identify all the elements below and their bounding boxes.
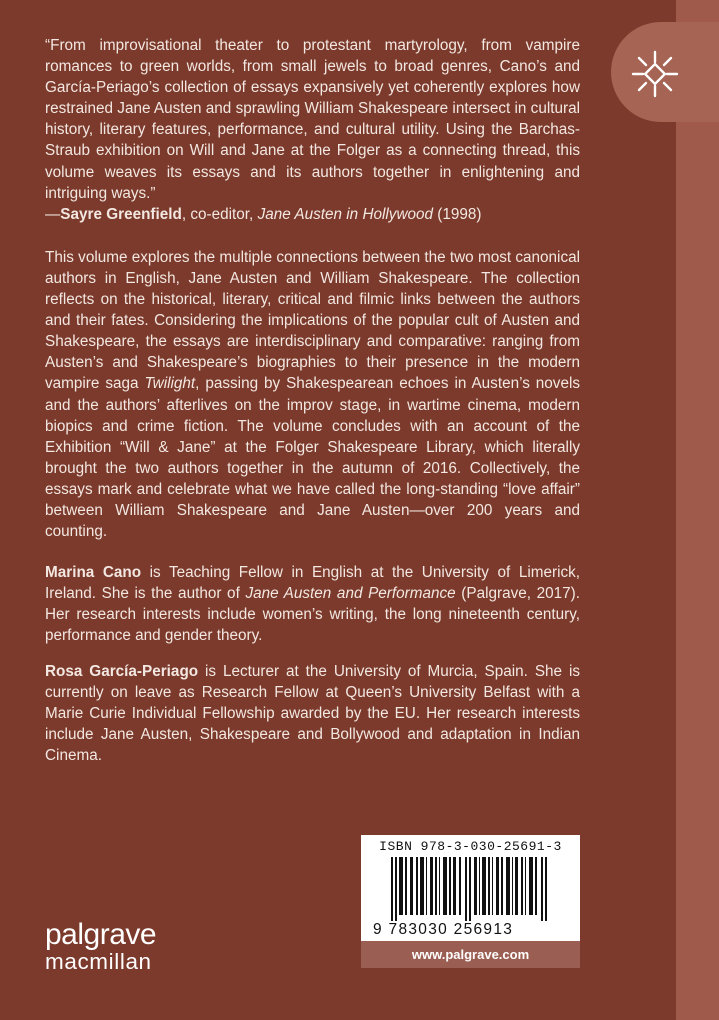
author-bio-cano-text1: is Teaching Fellow in English at the University of Limerick, Ireland. She is the author of — [45, 564, 581, 603]
description-part1: This volume explores the multiple connections between the two most canonical authors in English, Jane Austen and William Shakespeare. The collection reflects on the historical, literary, critical and filmic links between the authors and their fates. Considering the implications of the popular cult of Austen and Shakespeare, the essays are interdisciplinary and comparative: ranging from Austen’s and Shakespeare’s biographies to their presence in the modern vampire saga — [45, 248, 580, 393]
spine-logo-badge — [611, 22, 719, 122]
isbn-barcode-box — [361, 835, 580, 968]
attribution-name: Sayre Greenfield — [60, 205, 182, 223]
quote-attribution — [45, 204, 580, 225]
author-bio-cano-book: Jane Austen and Performance — [245, 585, 456, 603]
description-part2: , passing by Shakespearean echoes in Austen’s novels and the authors’ afterlives on the improv stage, in wartime cinema, modern biopics and crime fiction. The volume concludes with an account of the Exhibition “Will & Jane” at the Folger Shakespeare Library, which literally brought the two authors together in the autumn of 2016. Collectively, the essays mark and celebrate what we have called the long-standing “love affair” between William Shakespeare and Jane Austen—over 200 years and counting. — [45, 375, 581, 541]
attribution-dash: — — [45, 205, 61, 223]
description-italic: Twilight — [144, 375, 196, 393]
attribution-role: , co-editor, — [181, 205, 258, 223]
palgrave-star-icon — [631, 50, 679, 98]
author-name-garcia-periago: Rosa García-Periago — [45, 662, 199, 680]
book-description — [45, 247, 580, 542]
author-bio-cano — [45, 562, 580, 646]
logo-line2: macmillan — [45, 949, 152, 974]
barcode-digits: 9 783030 256913 — [373, 921, 514, 938]
author-bio-garcia-periago-text: is Lecturer at the University of Murcia, Spain. She is currently on leave as Research Fellow at Queen’s University Belfast with a Marie Curie Individual Fellowship awarded by the EU. Her research interests include Jane Austen, Shakespeare and Bollywood and adaptation in Indian Cinema. — [45, 662, 580, 764]
barcode-bars — [391, 857, 551, 921]
spine-strip — [676, 0, 719, 1020]
author-name-cano: Marina Cano — [45, 564, 142, 582]
blurb-text-area — [45, 35, 580, 766]
review-quote — [45, 35, 580, 204]
author-bio-garcia-periago — [45, 661, 580, 766]
quote-text: “From improvisational theater to protestant martyrology, from vampire romances to green worlds, from small jewels to broad genres, Cano’s and García-Periago’s collection of essays expansively yet coherently explores how restrained Jane Austen and sprawling William Shakespeare intersect in cultural history, literary features, performance, and cultural utility. Using the Barchas-Straub exhibition on Will and Jane at the Folger as a connecting thread, this volume weaves its essays and its authors together in enlightening and intriguing ways.” — [45, 37, 580, 202]
attribution-work: Jane Austen in Hollywood — [257, 205, 434, 223]
logo-line1: palgrave — [45, 918, 157, 951]
publisher-logo — [45, 920, 156, 974]
publisher-website[interactable]: www.palgrave.com — [361, 941, 580, 968]
attribution-year: (1998) — [433, 205, 482, 223]
isbn-label: ISBN 978-3-030-25691-3 — [379, 839, 562, 854]
author-bio-cano-text2: (Palgrave, 2017). Her research interests include women’s writing, the long nineteenth century, performance and gender theory. — [45, 585, 580, 645]
